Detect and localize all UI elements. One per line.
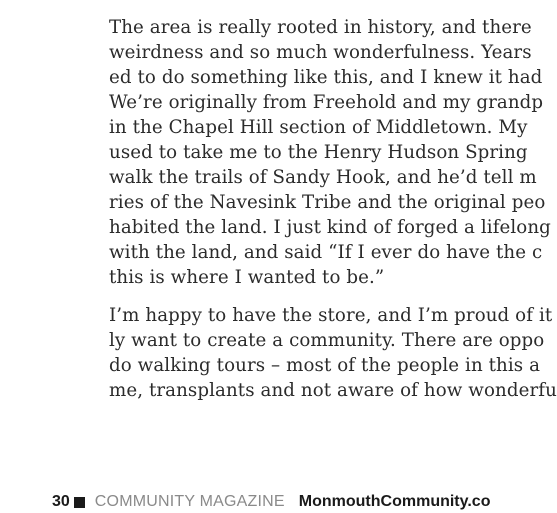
page-footer xyxy=(52,491,490,513)
website-link[interactable]: MonmouthCommunity.co xyxy=(298,493,491,510)
body-text-line: The area is really rooted in history, and there xyxy=(109,17,532,38)
page-number: 30 xyxy=(52,493,70,510)
body-text-line: I’m happy to have the store, and I’m proud of it xyxy=(109,305,553,326)
body-text-line: We’re originally from Freehold and my grandp xyxy=(109,92,544,113)
body-text-line: this is where I wanted to be.” xyxy=(109,267,385,288)
body-text-line: with the land, and said “If I ever do have the c xyxy=(109,242,543,263)
body-text-line: ed to do something like this, and I knew it had xyxy=(109,67,543,88)
body-text-line: ly want to create a community. There are oppo xyxy=(109,330,545,351)
body-text-line: ries of the Navesink Tribe and the original peo xyxy=(109,192,546,213)
body-text-line: me, transplants and not aware of how wonderfu xyxy=(109,380,557,401)
body-text-line: in the Chapel Hill section of Middletown. My xyxy=(109,117,528,138)
body-text-line: used to take me to the Henry Hudson Spring xyxy=(109,142,528,163)
body-text-line: weirdness and so much wonderfulness. Years xyxy=(109,42,532,63)
body-text-line: do walking tours – most of the people in this a xyxy=(109,355,541,376)
body-text-line: walk the trails of Sandy Hook, and he’d tell m xyxy=(109,167,537,188)
square-bullet-icon xyxy=(74,497,85,508)
body-text-line: habited the land. I just kind of forged a lifelong xyxy=(109,217,551,238)
magazine-name: COMMUNITY MAGAZINE xyxy=(94,493,285,510)
